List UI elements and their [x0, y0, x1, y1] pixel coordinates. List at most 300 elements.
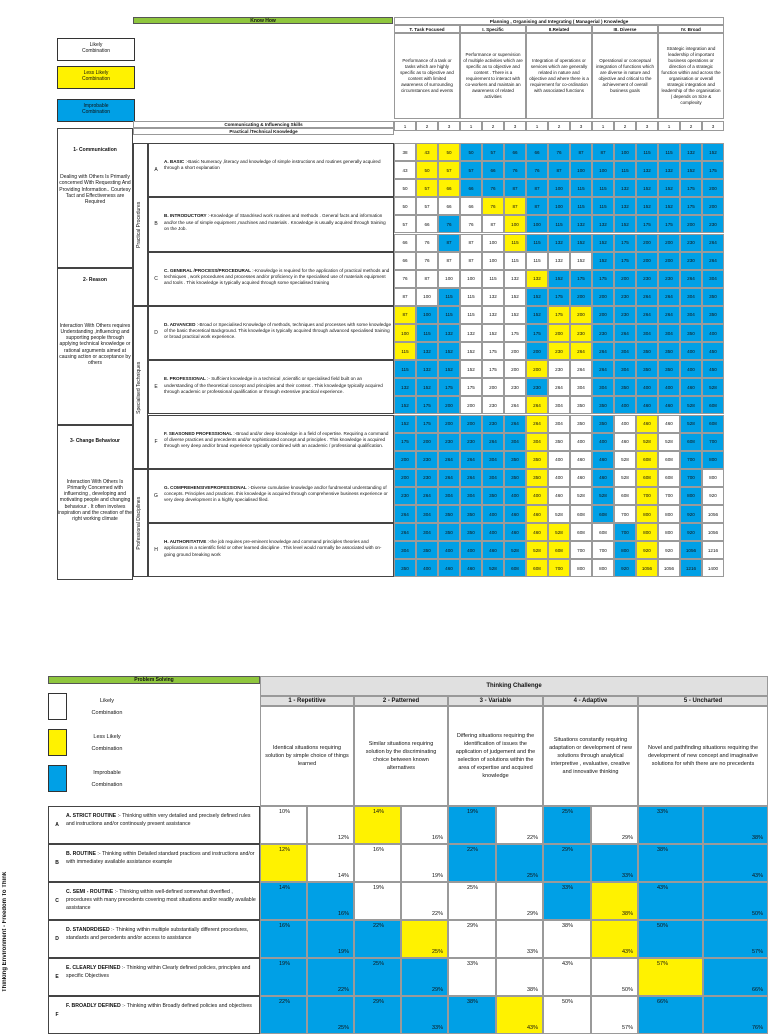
ps-cell-top — [448, 882, 496, 920]
ps-value-bottom: 43% — [621, 949, 633, 955]
grid-cell: 400 — [614, 396, 636, 414]
grid-cell: 920 — [658, 541, 680, 559]
grid-cell: 175 — [570, 270, 592, 288]
ps-value-top: 38% — [467, 999, 479, 1005]
grid-cell: 200 — [394, 451, 416, 469]
ps-row-desc — [66, 1002, 258, 1010]
grid-cell: 76 — [394, 270, 416, 288]
grid-cell: 230 — [460, 433, 482, 451]
ps-value-top: 22% — [373, 923, 385, 929]
ps-value-top: 19% — [373, 885, 385, 891]
ps-row-letter: C — [55, 898, 59, 904]
group-label: Practical Procedures — [136, 201, 142, 248]
grid-cell: 152 — [460, 342, 482, 360]
challenge-level-label: 4 - Adaptive — [543, 696, 638, 706]
grid-cell: 1216 — [702, 541, 724, 559]
grid-cell: 152 — [394, 396, 416, 414]
ps-cell-top — [543, 996, 591, 1034]
ps-legend-swatch-0 — [48, 693, 67, 720]
grid-cell: 115 — [570, 197, 592, 215]
ps-value-bottom: 19% — [337, 949, 349, 955]
grid-cell: 43 — [416, 143, 438, 161]
grid-cell: 528 — [636, 433, 658, 451]
sub-number: 2 — [680, 121, 702, 131]
grid-cell: 175 — [614, 234, 636, 252]
grid-cell: 800 — [680, 487, 702, 505]
grid-cell: 528 — [658, 433, 680, 451]
grid-cell: 800 — [592, 559, 614, 577]
grid-cell: 460 — [658, 396, 680, 414]
ps-row-letter: F — [55, 1012, 59, 1018]
grid-cell: 304 — [416, 505, 438, 523]
ps-value-bottom: 25% — [337, 1025, 349, 1031]
ps-value-top: 22% — [279, 999, 291, 1005]
ps-cell-bottom — [307, 920, 354, 958]
grid-cell: 115 — [438, 306, 460, 324]
grid-cell: 400 — [680, 342, 702, 360]
grid-cell: 66 — [394, 234, 416, 252]
ps-row-text: :- Thinking within Clearly defined policies, principles and specific Objectives — [66, 965, 251, 979]
grid-cell: 1216 — [680, 559, 702, 577]
grid-cell: 460 — [570, 469, 592, 487]
ps-cell-top — [354, 958, 401, 996]
grid-cell: 1056 — [658, 559, 680, 577]
grid-cell: 87 — [504, 197, 526, 215]
grid-cell: 400 — [460, 541, 482, 559]
grid-cell: 400 — [482, 505, 504, 523]
grid-cell: 608 — [658, 469, 680, 487]
grid-cell: 304 — [658, 324, 680, 342]
grid-cell: 528 — [504, 541, 526, 559]
grid-cell: 200 — [438, 415, 460, 433]
grid-cell: 230 — [526, 378, 548, 396]
grid-cell: 350 — [614, 378, 636, 396]
ps-row-text: :- Thinking within well-defined somewhat diverified , procedures with many precedents covering most situations and/or readily available assistance — [66, 889, 256, 911]
grid-cell: 304 — [482, 451, 504, 469]
grid-cell: 304 — [636, 324, 658, 342]
grid-cell: 132 — [460, 324, 482, 342]
challenge-level-label: 2 - Patterned — [354, 696, 448, 706]
grid-cell: 700 — [614, 523, 636, 541]
ps-cell-top — [448, 996, 496, 1034]
ps-value-bottom: 22% — [337, 987, 349, 993]
grid-cell: 132 — [504, 270, 526, 288]
grid-cell: 350 — [548, 433, 570, 451]
comm-level-label: 1- Communication — [73, 147, 117, 153]
grid-cell: 132 — [548, 252, 570, 270]
grid-cell: 152 — [702, 143, 724, 161]
grid-cell: 230 — [570, 324, 592, 342]
level-letter: E — [154, 384, 158, 391]
grid-cell: 57 — [482, 143, 504, 161]
ps-value-bottom: 25% — [431, 949, 443, 955]
grid-cell: 608 — [680, 433, 702, 451]
grid-cell: 264 — [504, 396, 526, 414]
grid-cell: 264 — [526, 415, 548, 433]
grid-cell: 100 — [394, 324, 416, 342]
ps-cell-top — [260, 882, 307, 920]
ps-value-top: 14% — [373, 809, 385, 815]
grid-cell: 50 — [394, 179, 416, 197]
grid-cell: 304 — [548, 415, 570, 433]
grid-cell: 152 — [548, 270, 570, 288]
ps-value-top: 38% — [562, 923, 574, 929]
grid-cell: 200 — [636, 234, 658, 252]
grid-cell: 100 — [592, 161, 614, 179]
grid-cell: 115 — [548, 215, 570, 233]
grid-cell: 115 — [658, 143, 680, 161]
grid-cell: 57 — [394, 215, 416, 233]
ps-cell-top — [354, 996, 401, 1034]
grid-cell: 264 — [592, 360, 614, 378]
grid-cell: 115 — [460, 306, 482, 324]
ps-cell-bottom — [307, 806, 354, 844]
grid-cell: 152 — [592, 234, 614, 252]
ps-row-title: C. SEMI - ROUTINE — [66, 889, 114, 895]
grid-cell: 87 — [460, 234, 482, 252]
grid-cell: 57 — [416, 197, 438, 215]
ps-cell-bottom — [307, 958, 354, 996]
grid-cell: 76 — [526, 161, 548, 179]
grid-cell: 350 — [592, 396, 614, 414]
grid-cell: 264 — [658, 288, 680, 306]
grid-cell: 460 — [504, 505, 526, 523]
ps-cell-top — [354, 806, 401, 844]
level-text: :-Basic Numeracy ,literacy and knowledge of simple instructions and routines generally acquired through a short explanation — [164, 159, 381, 171]
grid-cell: 304 — [592, 378, 614, 396]
ps-cell-top — [543, 882, 591, 920]
grid-cell: 350 — [438, 505, 460, 523]
grid-cell: 87 — [570, 143, 592, 161]
grid-cell: 115 — [438, 288, 460, 306]
grid-cell: 528 — [570, 487, 592, 505]
ps-value-bottom: 29% — [431, 987, 443, 993]
grid-cell: 264 — [438, 451, 460, 469]
ps-value-bottom: 66% — [751, 987, 763, 993]
grid-cell: 264 — [636, 288, 658, 306]
grid-cell: 87 — [482, 215, 504, 233]
grid-cell: 175 — [460, 378, 482, 396]
grid-cell: 528 — [592, 487, 614, 505]
comm-level-desc: Interaction With Others requires Understanding ,influencing and supporting people through applying technical knowledge or rational arguments aimed at causing action or acceptance by others — [59, 322, 131, 367]
grid-cell: 87 — [438, 234, 460, 252]
comm-level-desc: Dealing with Others Is Primarily concerned With Requesting And Providing Information.. Courtesy Tact and Effectiveness are Required — [59, 174, 131, 206]
ps-value-top: 25% — [467, 885, 479, 891]
ps-cell-bottom — [591, 920, 639, 958]
grid-cell: 528 — [548, 523, 570, 541]
sub-number: 3 — [702, 121, 724, 131]
grid-cell: 264 — [416, 487, 438, 505]
know-how-title: Know How — [133, 17, 393, 24]
grid-cell: 230 — [416, 469, 438, 487]
legend-label: Likely Combination — [81, 42, 111, 54]
grid-cell: 175 — [548, 288, 570, 306]
comm-level-label: 2- Reason — [83, 277, 107, 283]
grid-cell: 76 — [438, 215, 460, 233]
grid-cell: 200 — [592, 306, 614, 324]
ps-cell-bottom — [401, 958, 448, 996]
sub-number: 2 — [416, 121, 438, 131]
grid-cell: 264 — [570, 342, 592, 360]
ps-legend-label: Likely Combination — [91, 698, 123, 716]
grid-cell: 115 — [570, 179, 592, 197]
grid-cell: 608 — [570, 523, 592, 541]
grid-cell: 350 — [394, 559, 416, 577]
grid-cell: 50 — [438, 143, 460, 161]
ps-value-top: 38% — [657, 847, 669, 853]
ps-value-bottom: 22% — [526, 835, 538, 841]
grid-cell: 400 — [636, 378, 658, 396]
grid-cell: 920 — [636, 541, 658, 559]
ps-value-bottom: 43% — [526, 1025, 538, 1031]
grid-cell: 528 — [614, 469, 636, 487]
grid-cell: 230 — [482, 396, 504, 414]
grid-cell: 76 — [548, 143, 570, 161]
grid-cell: 800 — [658, 523, 680, 541]
grid-cell: 175 — [526, 324, 548, 342]
level-letter: C — [154, 275, 158, 282]
planning-level-desc: Performance or supervision of multiple activities which are specific as to objective and content . There is a requirement to interact with co-workers and maintain an awareness of related activities — [460, 33, 526, 119]
ps-cell-bottom — [703, 958, 768, 996]
grid-cell: 350 — [570, 396, 592, 414]
grid-cell: 608 — [658, 451, 680, 469]
grid-cell: 152 — [592, 252, 614, 270]
ps-cell-bottom — [307, 996, 354, 1034]
comm-level-label: 3- Change Behaviour — [69, 438, 120, 444]
grid-cell: 304 — [416, 523, 438, 541]
level-text: :- Suffcient knowledge in a technical ,scientific or specialised field built on an understanding of the theoretical concept and principles and their context . This knowledge typically acquired through academic or professional qualification or through extensive practical experience. — [164, 376, 383, 394]
grid-cell: 66 — [438, 197, 460, 215]
grid-cell: 350 — [504, 469, 526, 487]
ps-row-desc — [66, 888, 258, 912]
ps-row-title: F. BROADLY DEFINED — [66, 1003, 121, 1009]
grid-cell: 132 — [570, 215, 592, 233]
ps-value-bottom: 43% — [751, 873, 763, 879]
grid-cell: 87 — [416, 270, 438, 288]
grid-cell: 115 — [636, 143, 658, 161]
grid-cell: 264 — [460, 469, 482, 487]
grid-cell: 350 — [658, 360, 680, 378]
ps-value-top: 19% — [279, 961, 291, 967]
ps-value-bottom: 16% — [431, 835, 443, 841]
grid-cell: 264 — [548, 378, 570, 396]
grid-cell: 87 — [438, 252, 460, 270]
ps-cell-top — [543, 920, 591, 958]
challenge-level-desc: Similar situations requiring solution by the discriminating choice between known alternatives — [354, 706, 448, 806]
ps-cell-bottom — [591, 844, 639, 882]
grid-cell: 400 — [526, 487, 548, 505]
grid-cell: 152 — [658, 179, 680, 197]
ps-value-top: 25% — [562, 809, 574, 815]
grid-cell: 115 — [526, 252, 548, 270]
grid-cell: 87 — [548, 161, 570, 179]
ps-value-bottom: 33% — [621, 873, 633, 879]
grid-cell: 87 — [592, 143, 614, 161]
ps-value-top: 33% — [562, 885, 574, 891]
grid-cell: 400 — [504, 487, 526, 505]
grid-cell: 152 — [504, 288, 526, 306]
grid-cell: 175 — [658, 215, 680, 233]
planning-level-label: II.Related — [526, 25, 592, 33]
grid-cell: 200 — [504, 342, 526, 360]
grid-cell: 200 — [526, 360, 548, 378]
planning-level-desc: Performance of a task or tasks which are highly specific as to objective and content with limited awareness of surrounding circumstances and events — [394, 33, 460, 119]
grid-cell: 100 — [548, 197, 570, 215]
grid-cell: 132 — [438, 324, 460, 342]
grid-cell: 76 — [482, 179, 504, 197]
sub-number: 1 — [460, 121, 482, 131]
ps-cell-top — [260, 806, 307, 844]
grid-cell: 132 — [482, 306, 504, 324]
grid-cell: 400 — [548, 451, 570, 469]
grid-cell: 100 — [548, 179, 570, 197]
grid-cell: 132 — [680, 143, 702, 161]
grid-cell: 100 — [482, 234, 504, 252]
grid-cell: 87 — [394, 306, 416, 324]
challenge-level-desc: Situations constantly requiring adaptation or development of new solutions through analytical interpretive , evaluative, creative and innovative thinking — [543, 706, 638, 806]
problem-solving-title: Problem Solving — [48, 676, 260, 684]
grid-cell: 66 — [482, 161, 504, 179]
ps-cell-bottom — [703, 806, 768, 844]
ps-value-top: 22% — [467, 847, 479, 853]
ps-cell-bottom — [591, 958, 639, 996]
grid-cell: 152 — [570, 234, 592, 252]
grid-cell: 115 — [394, 360, 416, 378]
grid-cell: 920 — [614, 559, 636, 577]
ps-row-text: :- Thinking within very detailed and precisely defined rules and instructions and/or continously present assistance — [66, 813, 251, 827]
ps-value-top: 12% — [279, 847, 291, 853]
planning-level-label: IV. Broad — [658, 25, 724, 33]
grid-cell: 304 — [614, 342, 636, 360]
grid-cell: 350 — [416, 541, 438, 559]
grid-cell: 264 — [526, 396, 548, 414]
grid-cell: 528 — [702, 378, 724, 396]
grid-cell: 460 — [526, 523, 548, 541]
grid-cell: 460 — [460, 559, 482, 577]
ps-value-bottom: 25% — [526, 873, 538, 879]
grid-cell: 608 — [504, 559, 526, 577]
grid-cell: 460 — [658, 415, 680, 433]
challenge-title: Thinking Challenge — [260, 676, 768, 696]
grid-cell: 230 — [680, 234, 702, 252]
ps-legend-swatch-1 — [48, 729, 67, 756]
grid-cell: 608 — [592, 505, 614, 523]
group-label: Professional Disciplines — [136, 496, 142, 550]
level-letter: H — [154, 547, 158, 554]
grid-cell: 264 — [570, 360, 592, 378]
ps-row-letter: A — [55, 822, 59, 828]
ps-cell-top — [260, 920, 307, 958]
grid-cell: 100 — [416, 306, 438, 324]
grid-cell: 115 — [416, 324, 438, 342]
grid-cell: 264 — [504, 415, 526, 433]
ps-value-top: 33% — [657, 809, 669, 815]
ps-value-bottom: 12% — [337, 835, 349, 841]
grid-cell: 350 — [526, 451, 548, 469]
legend-label: Improbable Combination — [81, 103, 111, 115]
sub-number: 3 — [636, 121, 658, 131]
challenge-level-label: 5 - Uncharted — [638, 696, 768, 706]
grid-cell: 132 — [592, 215, 614, 233]
sub-number: 3 — [438, 121, 460, 131]
ps-cell-bottom — [496, 844, 544, 882]
grid-cell: 230 — [394, 487, 416, 505]
grid-cell: 264 — [592, 342, 614, 360]
grid-cell: 132 — [636, 161, 658, 179]
sub-number: 1 — [592, 121, 614, 131]
ps-cell-bottom — [591, 996, 639, 1034]
grid-cell: 1400 — [702, 559, 724, 577]
level-letter: F — [154, 438, 158, 445]
grid-cell: 460 — [438, 559, 460, 577]
ps-cell-top — [354, 920, 401, 958]
grid-cell: 230 — [680, 252, 702, 270]
grid-cell: 608 — [702, 396, 724, 414]
grid-cell: 264 — [394, 505, 416, 523]
grid-cell: 800 — [636, 505, 658, 523]
ps-cell-top — [448, 958, 496, 996]
planning-level-label: III. Diverse — [592, 25, 658, 33]
ps-cell-top — [354, 882, 401, 920]
grid-cell: 264 — [702, 234, 724, 252]
ps-cell-bottom — [703, 882, 768, 920]
grid-cell: 264 — [680, 270, 702, 288]
grid-cell: 528 — [680, 415, 702, 433]
grid-cell: 304 — [482, 469, 504, 487]
grid-cell: 175 — [680, 197, 702, 215]
ps-cell-top — [638, 958, 703, 996]
grid-cell: 76 — [416, 234, 438, 252]
grid-cell: 450 — [702, 360, 724, 378]
planning-level-label: I. Specific — [460, 25, 526, 33]
grid-cell: 132 — [526, 270, 548, 288]
grid-cell: 230 — [636, 270, 658, 288]
ps-value-bottom: 76% — [751, 1025, 763, 1031]
ps-value-top: 25% — [373, 961, 385, 967]
ps-value-top: 33% — [467, 961, 479, 967]
grid-cell: 1056 — [702, 523, 724, 541]
grid-cell: 304 — [548, 396, 570, 414]
ps-value-bottom: 50% — [751, 911, 763, 917]
ps-value-top: 29% — [467, 923, 479, 929]
grid-cell: 700 — [614, 505, 636, 523]
grid-cell: 175 — [482, 342, 504, 360]
planning-level-desc: Operational or conceptual integration of functions which are diverse in nature and objective and critical to the achievement of overall business goals — [592, 33, 658, 119]
grid-cell: 350 — [504, 451, 526, 469]
sub-number: 1 — [658, 121, 680, 131]
planning-level-label: T. Task Focused — [394, 25, 460, 33]
grid-cell: 152 — [526, 306, 548, 324]
ps-value-top: 29% — [373, 999, 385, 1005]
grid-cell: 132 — [394, 378, 416, 396]
grid-cell: 152 — [570, 252, 592, 270]
grid-cell: 43 — [394, 161, 416, 179]
grid-cell: 460 — [592, 451, 614, 469]
grid-cell: 230 — [702, 215, 724, 233]
grid-cell: 400 — [702, 324, 724, 342]
grid-cell: 200 — [526, 342, 548, 360]
ps-value-top: 43% — [657, 885, 669, 891]
legend-label: Less Likely Combination — [81, 70, 111, 82]
ps-row-desc — [66, 812, 258, 828]
level-title: B. INTRODUCTORY — [164, 213, 207, 219]
level-letter: A — [154, 167, 158, 174]
grid-cell: 608 — [592, 523, 614, 541]
ps-row-desc — [66, 850, 258, 866]
ps-row-title: A. STRICT ROUTINE — [66, 813, 117, 819]
grid-cell: 87 — [526, 197, 548, 215]
grid-cell: 700 — [680, 469, 702, 487]
